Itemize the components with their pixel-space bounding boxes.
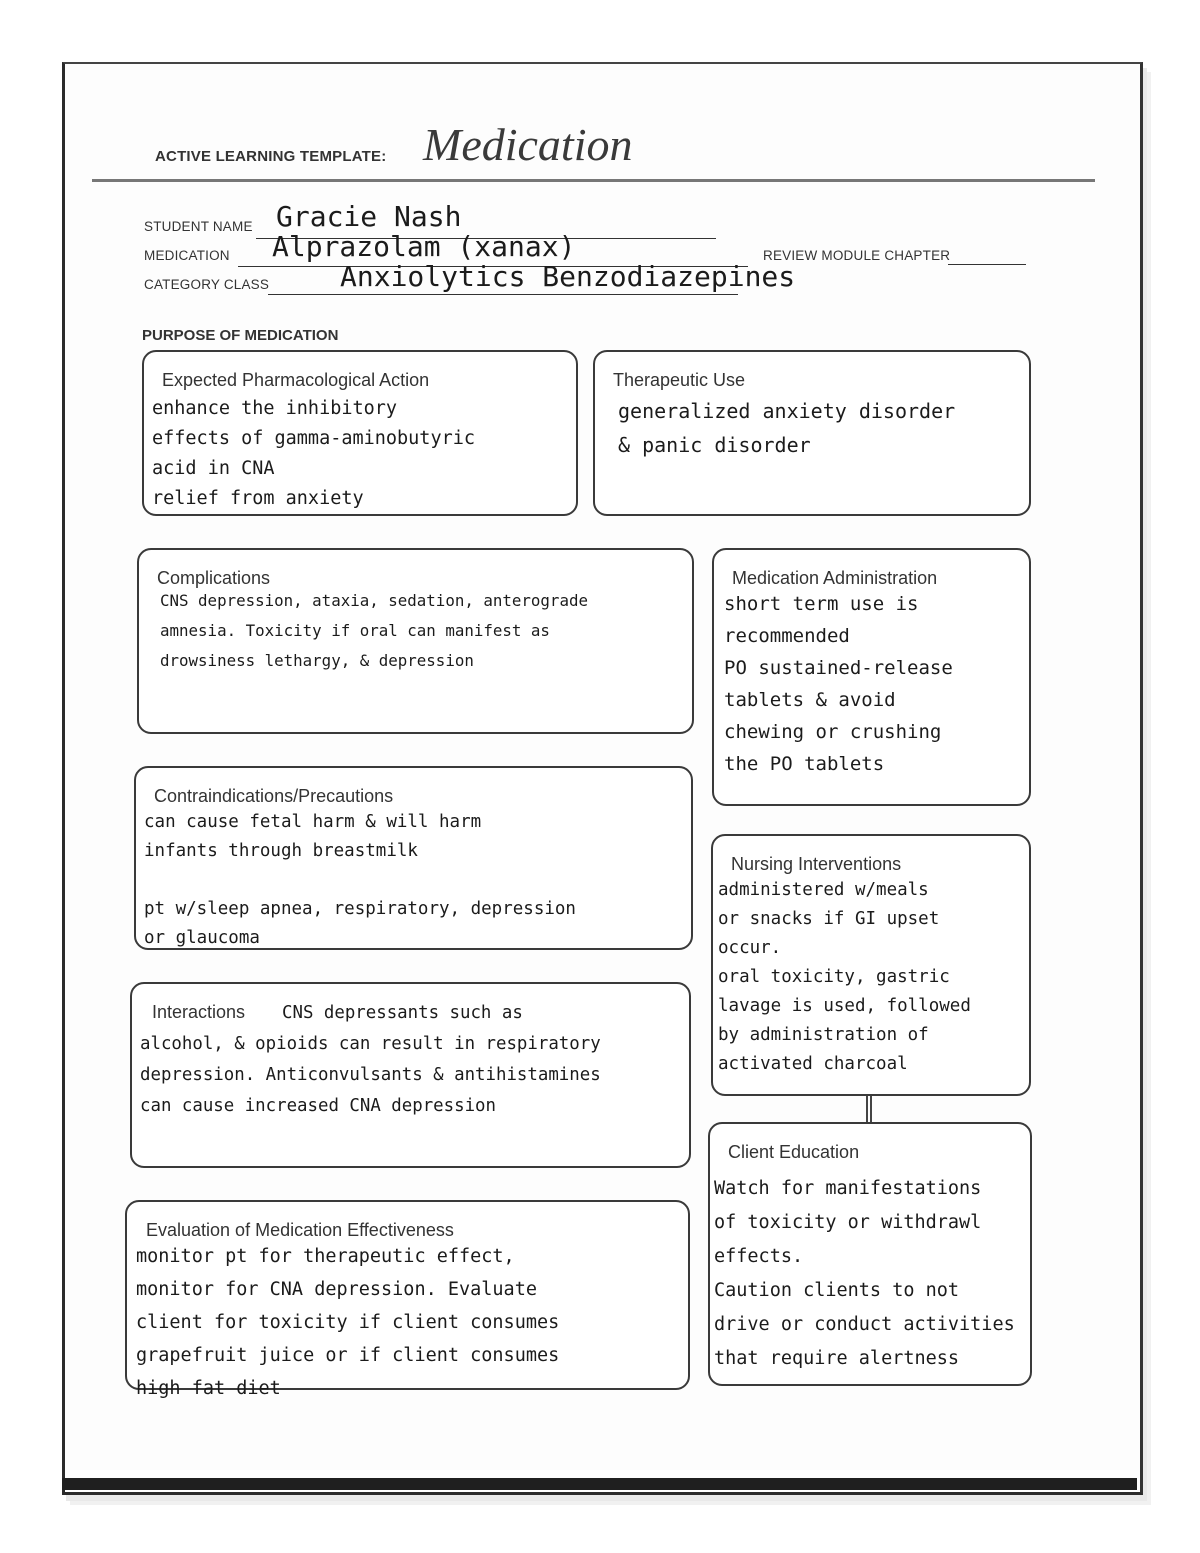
- category-class-label: CATEGORY CLASS: [144, 277, 270, 292]
- page-title: Medication: [423, 119, 633, 170]
- student-name-label: STUDENT NAME: [144, 219, 253, 234]
- expected-action-text[interactable]: enhance the inhibitory effects of gamma-aminobutyric acid in CNA relief from anxiety: [152, 398, 476, 509]
- nursing-interventions-title: Nursing Interventions: [731, 854, 902, 874]
- client-education-text[interactable]: Watch for manifestations of toxicity or withdrawl effects. Caution clients to not drive or conduct activities that require alertness: [714, 1178, 1015, 1369]
- therapeutic-use-text[interactable]: generalized anxiety disorder & panic disorder: [618, 399, 956, 457]
- purpose-heading: PURPOSE OF MEDICATION: [142, 327, 339, 344]
- review-module-line: [948, 264, 1026, 265]
- student-name-value[interactable]: Gracie Nash: [276, 200, 462, 233]
- contraindications-title: Contraindications/Precautions: [154, 786, 394, 806]
- nursing-to-education-connector: [866, 1096, 872, 1122]
- category-class-line: [268, 294, 738, 295]
- header-divider: [92, 179, 1095, 182]
- medication-administration-text[interactable]: short term use is recommended PO sustained-release tablets & avoid chewing or crushing the PO tablets: [724, 593, 953, 775]
- client-education-title: Client Education: [728, 1142, 860, 1162]
- category-class-value[interactable]: Anxiolytics Benzodiazepines: [340, 260, 796, 293]
- complications-title: Complications: [157, 568, 271, 588]
- medication-value[interactable]: Alprazolam (xanax): [272, 230, 576, 263]
- medication-label: MEDICATION: [144, 248, 230, 263]
- interactions-title: Interactions: [152, 1002, 246, 1022]
- evaluation-text[interactable]: monitor pt for therapeutic effect, monitor for CNA depression. Evaluate client for toxicity if client consumes grapefruit juice or if client consumes high fat diet: [136, 1246, 560, 1399]
- expected-action-title: Expected Pharmacological Action: [162, 370, 430, 390]
- template-label: ACTIVE LEARNING TEMPLATE:: [155, 148, 387, 165]
- contraindications-text[interactable]: can cause fetal harm & will harm infants through breastmilk pt w/sleep apnea, respiratory, depression or glaucoma: [144, 812, 576, 948]
- medication-administration-title: Medication Administration: [732, 568, 938, 588]
- nursing-interventions-text[interactable]: administered w/meals or snacks if GI upset occur. oral toxicity, gastric lavage is used, followed by administration of activated charcoal: [718, 880, 971, 1074]
- complications-text[interactable]: CNS depression, ataxia, sedation, anterograde amnesia. Toxicity if oral can manifest as drowsiness lethargy, & depression: [160, 591, 588, 670]
- review-module-label: REVIEW MODULE CHAPTER: [763, 248, 951, 263]
- evaluation-title: Evaluation of Medication Effectiveness: [146, 1220, 454, 1240]
- interactions-text[interactable]: CNS depressants such as alcohol, & opioids can result in respiratory depression. Anticonvulsants & antihistamines can cause increased CNA depression: [140, 1003, 601, 1116]
- page-edge-bottom: [62, 1478, 1137, 1490]
- therapeutic-use-title: Therapeutic Use: [613, 370, 746, 390]
